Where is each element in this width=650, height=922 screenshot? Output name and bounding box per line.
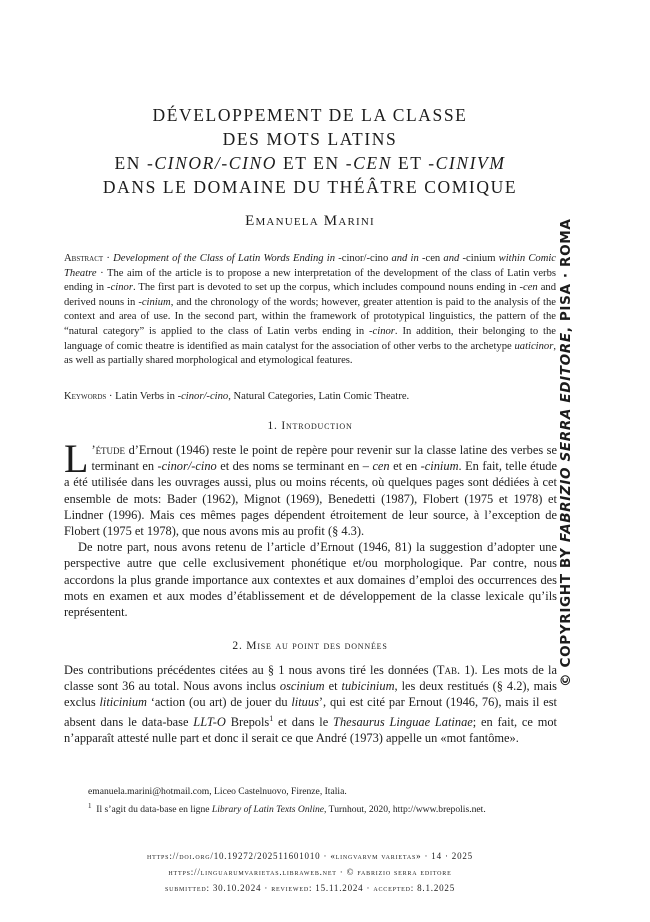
drop-cap: L	[64, 436, 89, 481]
section-introduction-body	[64, 436, 558, 620]
abstract-label: Abstract	[64, 253, 104, 264]
title-line-1: DÉVELOPPEMENT DE LA CLASSE	[152, 105, 468, 125]
abstract: Abstract · Development of the Class of Latin Words Ending in -cinor/-cino and in -cen and -cinium within Comic Theatre · The aim of the article is to propose a new interpretation of the development of the class of Latin verbs ending in -cinor. The first part is devoted to set up the corpus, which includes compound nouns ending in -cen and derived nouns in -cinium, and the chronology of the words; however, greater attention is paid to the analysis of the context and area of use. In the second part, within the framework of prototypical linguistics, the pattern of the “natural category” is applied to the class of Latin verbs ending in -cinor. In addition, their belonging to the language of comic theatre is identified as main catalyst for the association of other verbs to the archetype uaticinor, as well as partially shared morphological and etymological features.	[64, 253, 557, 367]
dates-line: submitted: 30.10.2024 · reviewed: 15.11.2024 · accepted: 8.1.2025	[164, 883, 456, 893]
article-title	[60, 103, 560, 199]
title-line-4: DANS LE DOMAINE DU THÉÂTRE COMIQUE	[102, 177, 518, 197]
colophon	[60, 848, 560, 896]
doi-line[interactable]: https://doi.org/10.19272/202511601010 · «lingvarvm varietas» · 14 · 2025	[146, 851, 473, 861]
section-heading-data: 2. Mise au point des données	[232, 640, 388, 652]
title-line-3: EN -CINOR/-CINO ET EN -CEN ET -CINIVM	[114, 153, 506, 173]
paragraph-3: Des contributions précédentes citées au § 1 nous avons tiré les données (Tab. 1). Les mots de la classe sont 36 au total. Nous avons inclus oscinium et tubicinium, les deux restitués (§ 4.2), mais exclus liticinium ‘action (ou art) de jouer du lituus’, qui est cité par Ernout (1946, 76), mais il est absent dans le data-base LLT-O Brepols$^1$ et dans le Thesaurus Linguae Latinae; en fait, ce mot n’apparaît attesté nulle part et donc il serait ce que André (1973) appelle un «mot fantôme».	[64, 663, 558, 745]
title-line-2: DES MOTS LATINS	[222, 129, 398, 149]
author-name: Emanuela Marini	[245, 213, 375, 229]
paragraph-2: De notre part, nous avons retenu de l’article d’Ernout (1946, 81) la suggestion d’adopter une perspective autre que celle exclusivement phonétique et/ou morphologique. Par contre, nous accordons la plus grande importance aux contextes et aux domaines d’emploi des occurrences des mots en examen et aux modes d’établissement et de développement de la classe lexicale qu’ils représentent.	[64, 540, 557, 620]
publisher-line[interactable]: https://linguarumvarietas.libraweb.net · © fabrizio serra editore	[168, 867, 452, 877]
section-heading-introduction: 1. Introduction	[267, 420, 353, 432]
paragraph-1: L ’étude d’Ernout (1946) reste le point de repère pour revenir sur la classe latine des verbes se terminant en -cinor/-cino et des noms se terminant en – cen et en -cinium. En fait, telle étude a été utilisée dans les ouvrages aussi, plus ou moins récents, où quelques pages sont dédiées à cet ensemble de mots: Bader (1962), Mignot (1969), Benedetti (1987), Flobert (1975 et 1978) et Lindner (1996). Mais ces mêmes pages dépendent étroitement de leur source, à l’exception de Flobert (1975 et 1978), que nous avons mis au profit (§ 4.3).	[64, 436, 558, 539]
section-data-body	[64, 662, 557, 746]
footnote-1: $^1$ Il s’agit du data-base en ligne Library of Latin Texts Online, Turnhout, 2020, http://www.brepolis.net.	[88, 802, 486, 816]
abstract-english-title: Development of the Class of Latin Words Ending in -cinor/-cino and in -cen and -cinium within Comic Theatre	[64, 253, 557, 279]
keywords: Keywords · Latin Verbs in -cinor/-cino, Natural Categories, Latin Comic Theatre.	[64, 391, 410, 402]
abstract-text: The aim of the article is to propose a new interpretation of the development of the class of Latin verbs ending in -cinor. The first part is devoted to set up the corpus, which includes compound nouns ending in -cen and derived nouns in -cinium, and the chronology of the words; however, greater attention is paid to the analysis of the context and area of use. In the second part, within the framework of prototypical linguistics, the pattern of the “natural category” is applied to the class of Latin verbs ending in -cinor. In addition, their belonging to the language of comic theatre is identified as main catalyst for the association of other verbs to the archetype uaticinor, as well as partially shared morphological and etymological features.	[64, 267, 557, 367]
footnotes	[88, 784, 558, 817]
copyright-notice: © COPYRIGHT BY FABRIZIO SERRA EDITORE, PISA · ROMA	[558, 218, 574, 687]
table-reference[interactable]: Tab. 1	[436, 663, 471, 677]
author-affiliation: emanuela.marini@hotmail.com, Liceo Castelnuovo, Firenze, Italia.	[88, 786, 347, 797]
keywords-label: Keywords	[64, 391, 107, 402]
footnote-marker[interactable]: 1	[269, 713, 274, 723]
